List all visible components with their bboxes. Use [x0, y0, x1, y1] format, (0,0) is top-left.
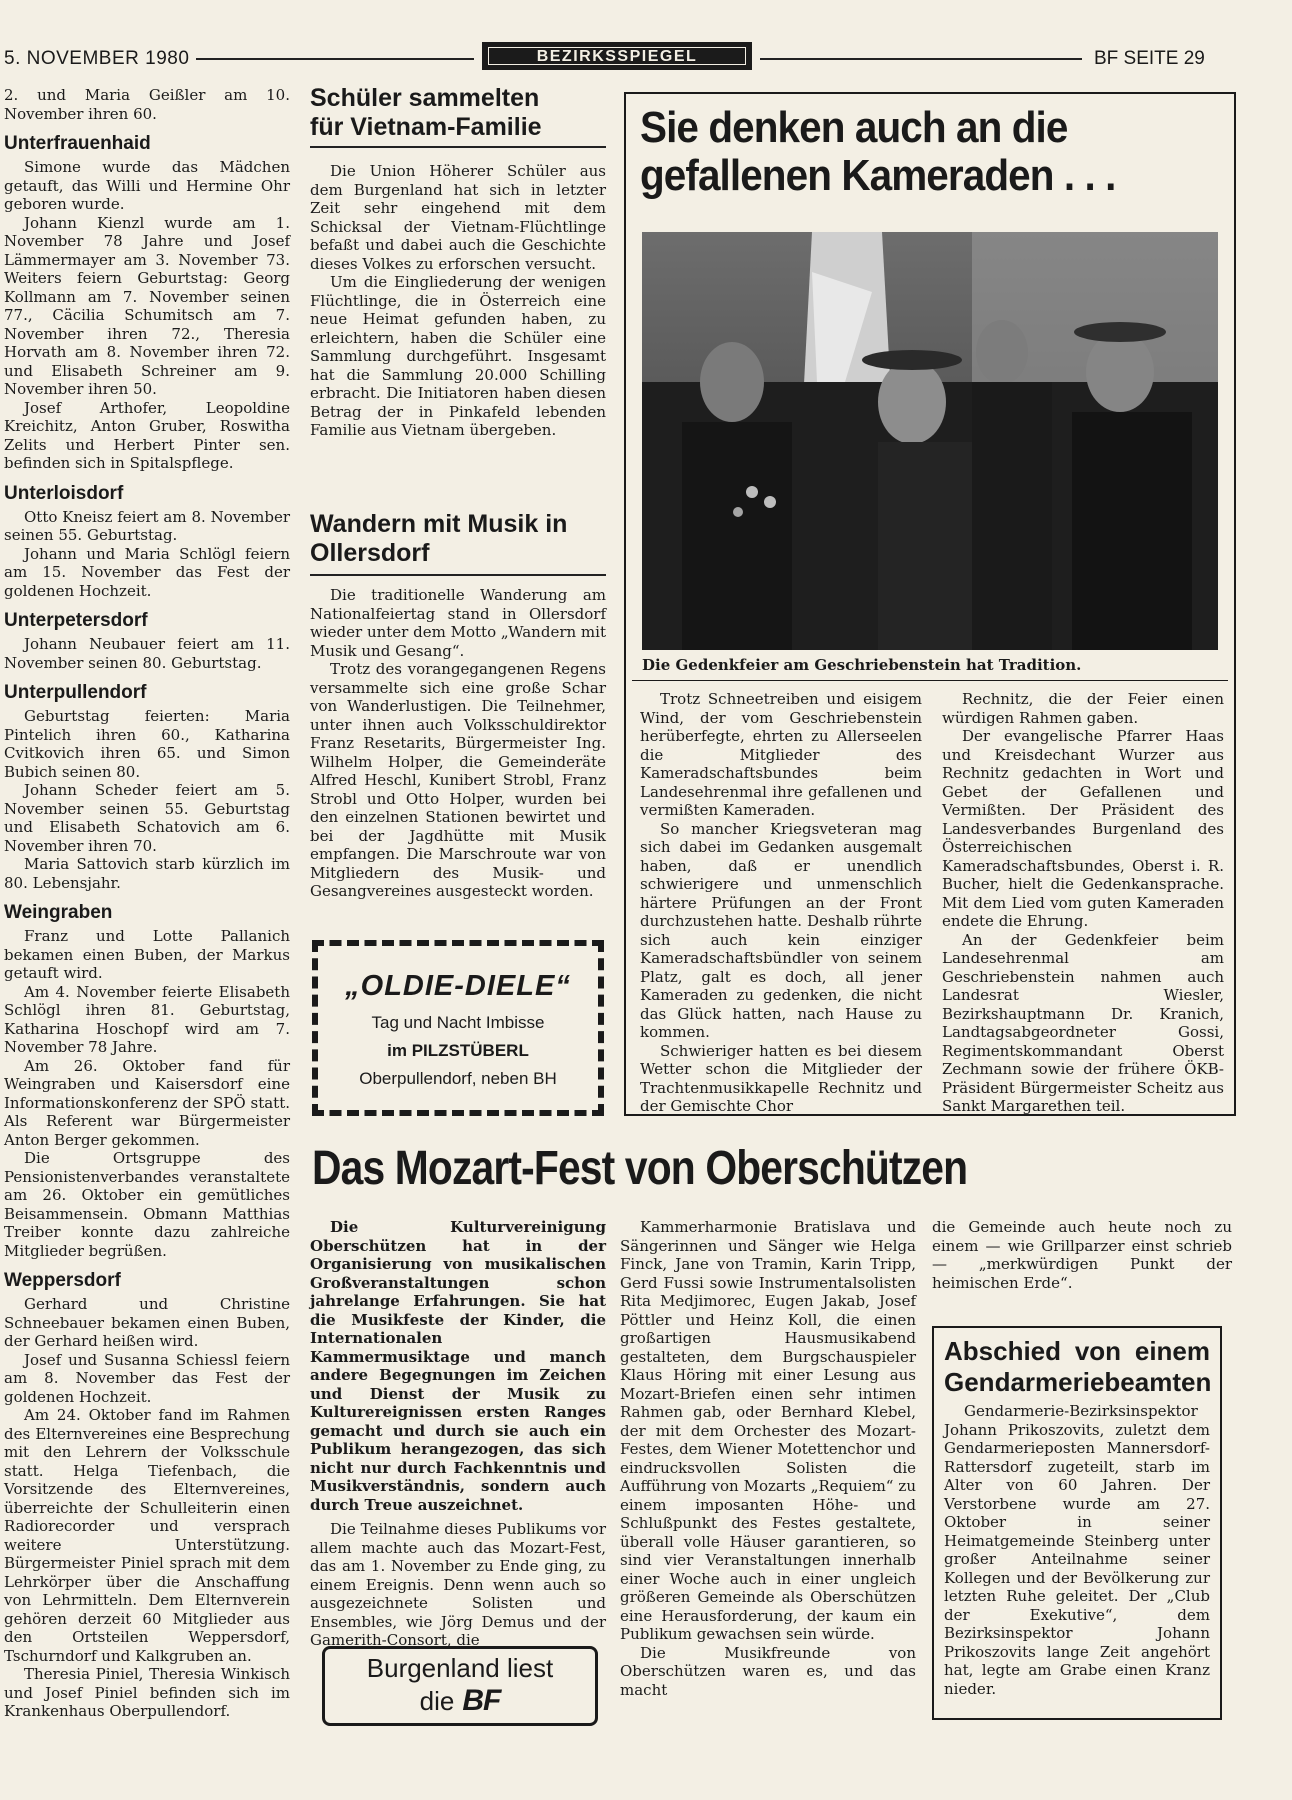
wandern-underline [310, 574, 606, 576]
schueler-body [310, 162, 606, 440]
caption-rule [632, 680, 1228, 681]
photo-memorial [642, 232, 1218, 650]
local-news-paragraph: Maria Sattovich starb kürzlich im 80. Lebensjahr. [4, 855, 290, 892]
ad-line3: Oberpullendorf, neben BH [359, 1069, 557, 1088]
ad-title: „OLDIE-DIELE“ [345, 970, 571, 1002]
section-title: BEZIRKSSPIEGEL [488, 47, 746, 65]
local-news-paragraph: Johann und Maria Schlögl feiern am 15. November das Fest der goldenen Hochzeit. [4, 544, 290, 600]
feature-paragraph: Schwieriger hatten es bei diesem Wetter schon die Mitglieder der Trachtenmusikkapelle Rechnitz und der Gemischte Chor [640, 1041, 922, 1115]
local-news-paragraph: Gerhard und Christine Schneebauer bekamen einen Buben, der Gerhard heißen wird. [4, 1295, 290, 1350]
feature-headline: Sie denken auch an die gefallenen Kameraden . . . [640, 103, 1116, 200]
local-news-paragraph: Johann Neubauer feiert am 11. November seinen 80. Geburtstag. [4, 635, 290, 672]
local-news-paragraph: Theresia Piniel, Theresia Winkisch und Josef Piniel befinden sich im Krankenhaus Oberpullendorf. [4, 1665, 290, 1720]
ad-line1: Tag und Nacht Imbisse [371, 1013, 545, 1032]
place-heading: Unterfrauenhaid [4, 133, 151, 154]
place-heading: Unterpullendorf [4, 682, 147, 703]
local-news-paragraph: Am 24. Oktober fand im Rahmen des Elternvereines eine Besprechung mit den Lehrern der Volksschule statt. Helga Tiefenbach, die Vorsitzende des Elternvereines, überreichte der Schulleiterin einen Radiorecorder und versprach weitere Unterstützung. Bürgermeister Piniel sprach mit dem Lehrkörper über die Anschaffung von Lehrmitteln. Dem Elternverein gehören derzeit 60 Mitglieder aus den Ortsteilen Weppersdorf, Tschurndorf und Kalkgruben an. [4, 1406, 290, 1665]
place-heading: Unterloisdorf [4, 482, 124, 504]
schueler-paragraph: Die Union Höherer Schüler aus dem Burgenland hat sich in letzter Zeit sehr eingehend mit dem Schicksal der Vietnam-Flüchtlinge befaßt und dabei auch die Geschichte dieses Volkes zu erforschen versucht. [310, 162, 606, 273]
mozart-col3-text: die Gemeinde auch heute noch zu einem — wie Grillparzer einst schrieb — „merkwürdigen Punkt der heimischen Erde“. [932, 1218, 1232, 1292]
promo-line2: die [419, 1686, 455, 1716]
mozart-col1-rest: Die Teilnahme dieses Publikums vor allem machte auch das Mozart-Fest, das am 1. November zu Ende ging, zu einem Ereignis. Denn wenn auch so ausgezeichnete Solisten und Ensembles, wie Jörg Demus und der Gamerith-Consort, die [310, 1520, 606, 1649]
mozart-column-2 [620, 1218, 916, 1728]
header-date: 5. NOVEMBER 1980 [4, 48, 190, 69]
local-news-column [4, 86, 290, 1746]
article-schueler [310, 84, 606, 484]
abschied-box [932, 1326, 1222, 1720]
ad-line2: im PILZSTÜBERL [387, 1041, 529, 1060]
page-number: BF SEITE 29 [1094, 48, 1205, 69]
mozart-column-3 [932, 1218, 1232, 1292]
local-news-paragraph: Am 4. November feierte Elisabeth Schlögl ihren 81. Geburtstag, Katharina Hoschopf wird am 7. November 78 Jahre. [4, 982, 290, 1056]
abschied-text: Gendarmerie-Bezirksinspektor Johann Prikoszovits, zuletzt dem Gendarmerieposten Mannersdorf-Rattersdorf zugeteilt, starb im Alter von 60 Jahren. Der Verstorbene wurde am 27. Oktober in seiner Heimatgemeinde Steinberg unter großer Anteilnahme seiner Kollegen und der Bevölkerung zur letzten Ruhe geleitet. Der „Club der Exekutive“, dem Bezirksinspektor Johann Prikoszovits lange Zeit angehört hat, legte am Grabe einen Kranz nieder. [944, 1402, 1210, 1698]
feature-paragraph: An der Gedenkfeier beim Landesehrenmal am Geschriebenstein nahmen auch Landesrat Wiesler, Bezirkshauptmann Dr. Kranich, Landtagsabgeordneter Gossi, Regimentskommandant Oberst Zechmann sowie der frühere ÖKB-Präsident Bürgermeister Scheitz aus Sankt Margarethen teil. [942, 930, 1224, 1115]
intro-paragraph: 2. und Maria Geißler am 10. November ihren 60. [4, 86, 290, 123]
wandern-paragraph: Trotz des vorangegangenen Regens versammelte sich eine große Schar von Wanderlustigen. Die Teilnehmer, unter ihnen auch Volksschuldirektor Franz Resetarits, Bürgermeister Ing. Wilhelm Holper, die Gemeinderäte Alfred Heschl, Kunibert Strobl, Franz Strobl und Otto Holper, wurden bei den einzelnen Stationen bewirtet und bei der Jagdhütte mit Musik empfangen. Die Marschroute war von Mitgliedern des Musik- und Gesangvereines ausgesteckt worden. [310, 660, 606, 900]
feature-column-2 [942, 690, 1224, 1115]
promo-line1: Burgenland liest [366, 1653, 554, 1683]
wandern-body [310, 586, 606, 901]
place-heading: Weppersdorf [4, 1270, 121, 1291]
ad-oldie-diele [312, 940, 604, 1116]
mozart-headline: Das Mozart-Fest von Oberschützen [312, 1142, 968, 1195]
header-rule-right [760, 58, 1082, 60]
local-news-paragraph: Johann Kienzl wurde am 1. November 78 Jahre und Josef Lämmermayer am 3. November 73. Weiters feiern Geburtstag: Georg Kollmann am 7. November seinen 77., Cäcilia Schumitsch am 7. November ihren 72., Theresia Horvath am 8. November ihren 72. und Elisabeth Schreiner am 9. November ihren 50. [4, 213, 290, 398]
local-news-paragraph: Otto Kneisz feiert am 8. November seinen 55. Geburtstag. [4, 507, 290, 544]
wandern-paragraph: Die traditionelle Wanderung am Nationalfeiertag stand in Ollersdorf wieder unter dem Motto „Wandern mit Musik und Gesang“. [310, 586, 606, 660]
photo-illustration [642, 232, 1218, 650]
local-news-paragraph: Am 26. Oktober fand für Weingraben und Kaisersdorf eine Informationskonferenz der SPÖ statt. Als Referent war Bürgermeister Anton Berger gekommen. [4, 1056, 290, 1149]
local-news-paragraph: Simone wurde das Mädchen getauft, das Willi und Hermine Ohr geboren wurde. [4, 158, 290, 213]
schueler-paragraph: Um die Eingliederung der wenigen Flüchtlinge, die in Österreich eine neue Heimat gefunden haben, zu erleichtern, haben die Schüler eine Sammlung durchgeführt. Insgesamt hat die Sammlung 20.000 Schilling erbracht. Die Initiatoren haben diesen Betrag der in Pinkafeld lebenden Familie aus Vietnam übergeben. [310, 273, 606, 439]
article-wandern [310, 510, 606, 910]
mozart-lead: Die Kulturvereinigung Oberschützen hat in der Organisierung von musikalischen Großveranstaltungen schon jahrelange Erfahrungen. Sie hat die Musikfeste der Kinder, die Internationalen Kammermusiktage und manch andere Begegnungen im Zeichen und Dienst der Musik zu Kulturereignissen ersten Ranges gemacht und durch sie auch ein Publikum herangezogen, das sich nicht nur durch Fachkenntnis und Musikverständnis, sondern auch durch Treue auszeichnet. [310, 1218, 606, 1514]
section-banner [482, 42, 752, 70]
promo-box [322, 1646, 598, 1726]
feature-paragraph: Trotz Schneetreiben und eisigem Wind, der vom Geschriebenstein herüberfegte, ehrten zu Allerseelen die Mitglieder des Kameradschaftsbundes beim Landesehrenmal ihre gefallenen und vermißten Kameraden. [640, 690, 922, 819]
feature-paragraph: So mancher Kriegsveteran mag sich dabei im Gedanken ausgemalt haben, daß er unendlich schwierigere und unmenschlich härtere Prüfungen an der Front durchzustehen hatte. Deshalb rührte sich auch kein einziger Kameradschaftsbündler von seinem Platz, galt es doch, all jener Kameraden zu gedenken, die nicht das Glück hatten, nach Hause zu kommen. [640, 819, 922, 1041]
schueler-underline [310, 146, 606, 148]
schueler-headline: Schüler sammelten für Vietnam-Familie [310, 84, 542, 141]
header-rule-left [196, 58, 474, 60]
feature-box [624, 92, 1236, 1116]
abschied-headline: Abschied von einem Gendarmeriebeamten [944, 1336, 1212, 1397]
bf-logo: BF [462, 1684, 501, 1717]
place-heading: Weingraben [4, 902, 113, 923]
local-news-paragraph: Die Ortsgruppe des Pensionistenverbandes veranstaltete am 26. Oktober ein gemütliches Beisammensein. Obmann Matthias Treiber konnte dazu zahlreiche Mitglieder begrüßen. [4, 1149, 290, 1260]
mozart-paragraph: Kammerharmonie Bratislava und Sängerinnen und Sänger wie Helga Finck, Jane von Tramin, Karin Tripp, Gerd Fussi sowie Instrumentalsolisten Rita Medjimorec, Eugen Jakab, Josef Pöttler und Heinz Koll, die einen großartigen Hausmusikabend gestalteten, dem Burgschauspieler Klaus Höring mit einer Lesung aus Mozart-Briefen einen sehr intimen Rahmen gab, oder Bernhard Klebel, der mit dem Orchester des Mozart-Festes, dem Wiener Motettenchor und eindrucksvollen Solisten die Aufführung von Mozarts „Requiem“ zu einem imposanten Höhe- und Schlußpunkt des Festes gestaltete, überall volle Häuser garantieren, so sind vier Veranstaltungen innerhalb einer Woche auch in einer ungleich größeren Gemeinde als Oberschützen eine Herausforderung, der kaum ein Publikum gewachsen sein würde. [620, 1218, 916, 1643]
local-news-paragraph: Franz und Lotte Pallanich bekamen einen Buben, der Markus getauft wird. [4, 927, 290, 982]
mozart-paragraph: Die Musikfreunde von Oberschützen waren es, und das macht [620, 1643, 916, 1699]
feature-paragraph: Rechnitz, die der Feier einen würdigen Rahmen gaben. [942, 690, 1224, 727]
feature-paragraph: Der evangelische Pfarrer Haas und Kreisdechant Wurzer aus Rechnitz gedachten in Wort und Gebet der Gefallenen und Vermißten. Der Präsident des Landesverbandes Burgenland des Österreichischen Kameradschaftsbundes, Oberst i. R. Bucher, hielt die Gedenkansprache. Mit dem Lied vom guten Kameraden endete die Ehrung. [942, 727, 1224, 930]
feature-column-1 [640, 690, 922, 1115]
local-news-paragraph: Johann Scheder feiert am 5. November seinen 55. Geburtstag und Elisabeth Schatovich am 6. November ihren 70. [4, 781, 290, 855]
place-heading: Unterpetersdorf [4, 610, 148, 631]
local-news-paragraph: Josef und Susanna Schiessl feiern am 8. November das Fest der goldenen Hochzeit. [4, 1350, 290, 1406]
mozart-column-1 [310, 1218, 606, 1649]
local-news-paragraph: Josef Arthofer, Leopoldine Kreichitz, Anton Gruber, Roswitha Zelits und Herbert Pinter sen. befinden sich in Spitalspflege. [4, 398, 290, 472]
wandern-headline: Wandern mit Musik in Ollersdorf [310, 510, 568, 567]
local-news-paragraph: Geburtstag feierten: Maria Pintelich ihren 60., Katharina Cvitkovich ihren 65. und Simon Bubich seinen 80. [4, 707, 290, 781]
photo-caption: Die Gedenkfeier am Geschriebenstein hat Tradition. [642, 656, 1082, 674]
